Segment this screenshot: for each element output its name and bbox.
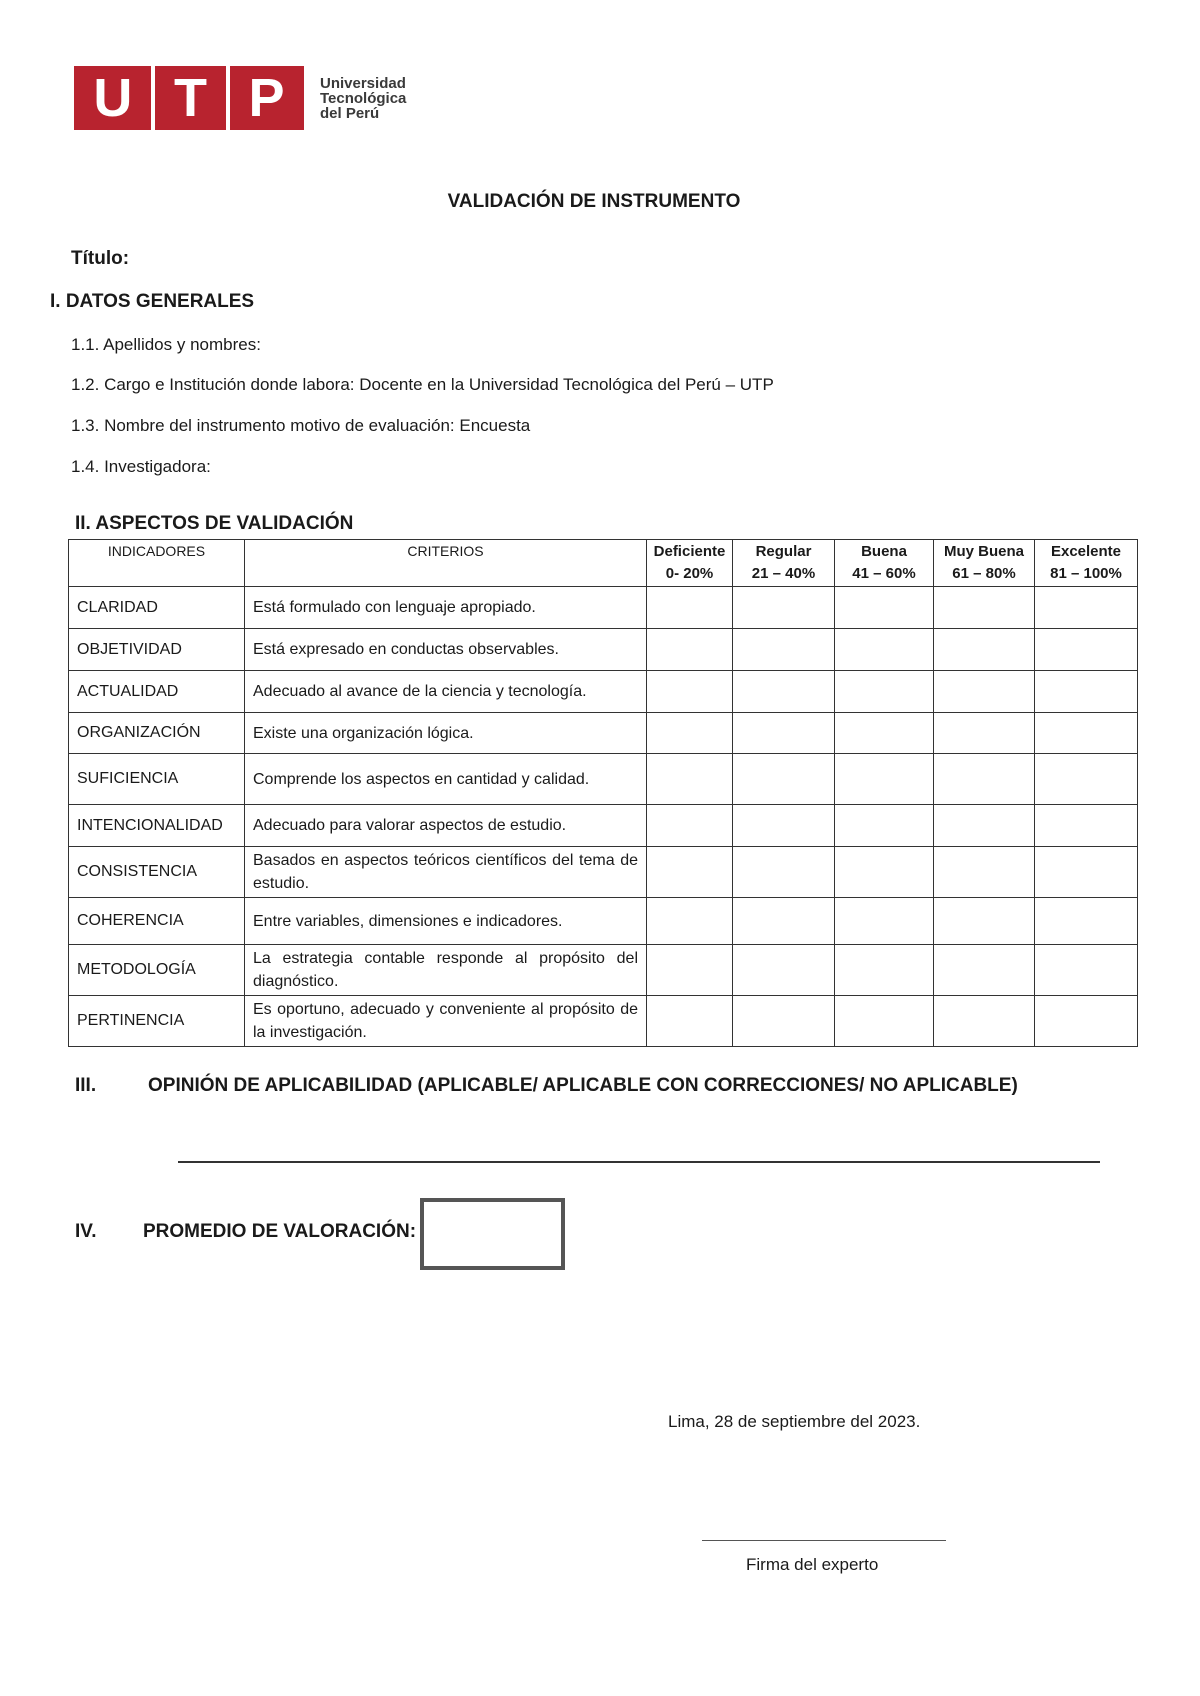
- header-rating-excelente: [1035, 540, 1138, 587]
- rating-cell[interactable]: [934, 713, 1035, 754]
- table-header-row: [69, 540, 1138, 587]
- criterio-cell: Adecuado para valorar aspectos de estudio.: [245, 805, 647, 847]
- university-name: [320, 76, 406, 121]
- datos-item: 1.2. Cargo e Institución donde labora: Docente en la Universidad Tecnológica del Perú – UTP: [71, 375, 774, 394]
- logo-separator: [151, 66, 155, 130]
- rating-name: Excelente: [1050, 543, 1122, 560]
- datos-item: 1.3. Nombre del instrumento motivo de evaluación: Encuesta: [71, 416, 531, 435]
- rating-name: Muy Buena: [943, 543, 1024, 560]
- section3-heading: OPINIÓN DE APLICABILIDAD (APLICABLE/ APLICABLE CON CORRECCIONES/ NO APLICABLE): [148, 1075, 1018, 1096]
- rating-range: 41 – 60%: [852, 565, 916, 582]
- rating-cell[interactable]: [1035, 671, 1138, 713]
- indicador-cell: ACTUALIDAD: [69, 671, 245, 713]
- rating-cell[interactable]: [934, 847, 1035, 898]
- indicador-cell: CONSISTENCIA: [69, 847, 245, 898]
- section3-number: III.: [75, 1075, 97, 1096]
- rating-cell[interactable]: [1035, 629, 1138, 671]
- criterio-cell: Entre variables, dimensiones e indicadores.: [245, 898, 647, 945]
- rating-cell[interactable]: [1035, 754, 1138, 805]
- rating-cell[interactable]: [835, 996, 934, 1047]
- rating-cell[interactable]: [733, 754, 835, 805]
- indicador-cell: SUFICIENCIA: [69, 754, 245, 805]
- place-date: Lima, 28 de septiembre del 2023.: [668, 1412, 921, 1431]
- criterio-cell: Adecuado al avance de la ciencia y tecnología.: [245, 671, 647, 713]
- indicador-cell: OBJETIVIDAD: [69, 629, 245, 671]
- university-name-line: Tecnológica: [320, 89, 407, 107]
- rating-cell[interactable]: [835, 713, 934, 754]
- criterio-cell: La estrategia contable responde al propósito del diagnóstico.: [245, 945, 647, 996]
- titulo-label: Título:: [71, 248, 130, 269]
- header-indicadores: INDICADORES: [69, 540, 245, 587]
- rating-cell[interactable]: [647, 898, 733, 945]
- section1-heading: I. DATOS GENERALES: [50, 291, 255, 312]
- rating-range: 21 – 40%: [751, 565, 816, 582]
- rating-cell[interactable]: [647, 671, 733, 713]
- rating-cell[interactable]: [934, 996, 1035, 1047]
- table-row: [69, 847, 1138, 898]
- indicador-cell: COHERENCIA: [69, 898, 245, 945]
- indicador-cell: INTENCIONALIDAD: [69, 805, 245, 847]
- rating-cell[interactable]: [647, 945, 733, 996]
- rating-cell[interactable]: [835, 847, 934, 898]
- rating-cell[interactable]: [835, 671, 934, 713]
- rating-cell[interactable]: [1035, 945, 1138, 996]
- rating-cell[interactable]: [934, 805, 1035, 847]
- rating-cell[interactable]: [1035, 898, 1138, 945]
- rating-cell[interactable]: [1035, 847, 1138, 898]
- opinion-answer-line[interactable]: [178, 1161, 1100, 1163]
- rating-cell[interactable]: [733, 945, 835, 996]
- rating-cell[interactable]: [934, 945, 1035, 996]
- logo-letter-p: P: [248, 68, 285, 128]
- rating-name: Regular: [755, 543, 812, 560]
- rating-range: 81 – 100%: [1050, 565, 1122, 582]
- rating-range: 61 – 80%: [952, 565, 1016, 582]
- rating-cell[interactable]: [1035, 713, 1138, 754]
- rating-cell[interactable]: [835, 629, 934, 671]
- rating-range: 0- 20%: [665, 565, 714, 582]
- signature-line: [702, 1540, 946, 1541]
- rating-cell[interactable]: [835, 754, 934, 805]
- indicador-cell: METODOLOGÍA: [69, 945, 245, 996]
- header-rating-buena: [835, 540, 934, 587]
- table-row: [69, 805, 1138, 847]
- rating-cell[interactable]: [1035, 587, 1138, 629]
- utp-logo-mark: [74, 66, 304, 130]
- section2-heading: II. ASPECTOS DE VALIDACIÓN: [75, 513, 354, 534]
- header-rating-regular: [733, 540, 835, 587]
- rating-cell[interactable]: [647, 996, 733, 1047]
- rating-name: Deficiente: [653, 543, 726, 560]
- table-row: [69, 713, 1138, 754]
- rating-cell[interactable]: [835, 805, 934, 847]
- rating-name: Buena: [861, 543, 907, 560]
- score-box[interactable]: [420, 1198, 565, 1270]
- rating-cell[interactable]: [835, 898, 934, 945]
- rating-cell[interactable]: [733, 805, 835, 847]
- section4-number: IV.: [75, 1221, 97, 1242]
- rating-cell[interactable]: [647, 629, 733, 671]
- document-title: VALIDACIÓN DE INSTRUMENTO: [447, 191, 741, 212]
- rating-cell[interactable]: [1035, 996, 1138, 1047]
- university-name-line: Universidad: [320, 74, 406, 92]
- table-row: [69, 587, 1138, 629]
- rating-cell[interactable]: [647, 587, 733, 629]
- table-row: [69, 945, 1138, 996]
- section4-heading: PROMEDIO DE VALORACIÓN:: [143, 1221, 417, 1242]
- rating-cell[interactable]: [934, 754, 1035, 805]
- criterio-cell: Está formulado con lenguaje apropiado.: [245, 587, 647, 629]
- rating-cell[interactable]: [934, 587, 1035, 629]
- criterio-cell: Basados en aspectos teóricos científicos del tema de estudio.: [245, 847, 647, 898]
- header-rating-muy-buena: [934, 540, 1035, 587]
- rating-cell[interactable]: [733, 629, 835, 671]
- rating-cell[interactable]: [647, 754, 733, 805]
- rating-cell[interactable]: [647, 847, 733, 898]
- rating-cell[interactable]: [733, 898, 835, 945]
- rating-cell[interactable]: [934, 629, 1035, 671]
- logo-letter-t: T: [173, 68, 207, 128]
- header-criterios: CRITERIOS: [245, 540, 647, 587]
- header-rating-deficiente: [647, 540, 733, 587]
- validation-table: [68, 539, 1138, 1047]
- indicador-cell: PERTINENCIA: [69, 996, 245, 1047]
- rating-cell[interactable]: [733, 713, 835, 754]
- rating-cell[interactable]: [733, 671, 835, 713]
- table-row: [69, 671, 1138, 713]
- signature-label: Firma del experto: [746, 1555, 879, 1574]
- rating-cell[interactable]: [733, 587, 835, 629]
- criterio-cell: Está expresado en conductas observables.: [245, 629, 647, 671]
- datos-item: 1.4. Investigadora:: [71, 457, 211, 476]
- rating-cell[interactable]: [934, 898, 1035, 945]
- rating-cell[interactable]: [835, 945, 934, 996]
- utp-logo: [74, 65, 406, 131]
- table-row: [69, 754, 1138, 805]
- logo-separator: [226, 66, 230, 130]
- rating-cell[interactable]: [835, 587, 934, 629]
- rating-cell[interactable]: [1035, 805, 1138, 847]
- datos-item: 1.1. Apellidos y nombres:: [71, 335, 261, 354]
- criterio-cell: Existe una organización lógica.: [245, 713, 647, 754]
- rating-cell[interactable]: [934, 671, 1035, 713]
- rating-cell[interactable]: [733, 996, 835, 1047]
- criterio-cell: Es oportuno, adecuado y conveniente al propósito de la investigación.: [245, 996, 647, 1047]
- logo-letter-u: U: [93, 68, 133, 128]
- rating-cell[interactable]: [647, 805, 733, 847]
- criterio-cell: Comprende los aspectos en cantidad y calidad.: [245, 754, 647, 805]
- rating-cell[interactable]: [647, 713, 733, 754]
- university-name-line: del Perú: [320, 104, 380, 122]
- indicador-cell: CLARIDAD: [69, 587, 245, 629]
- table-row: [69, 629, 1138, 671]
- rating-cell[interactable]: [733, 847, 835, 898]
- indicador-cell: ORGANIZACIÓN: [69, 713, 245, 754]
- table-row: [69, 996, 1138, 1047]
- table-row: [69, 898, 1138, 945]
